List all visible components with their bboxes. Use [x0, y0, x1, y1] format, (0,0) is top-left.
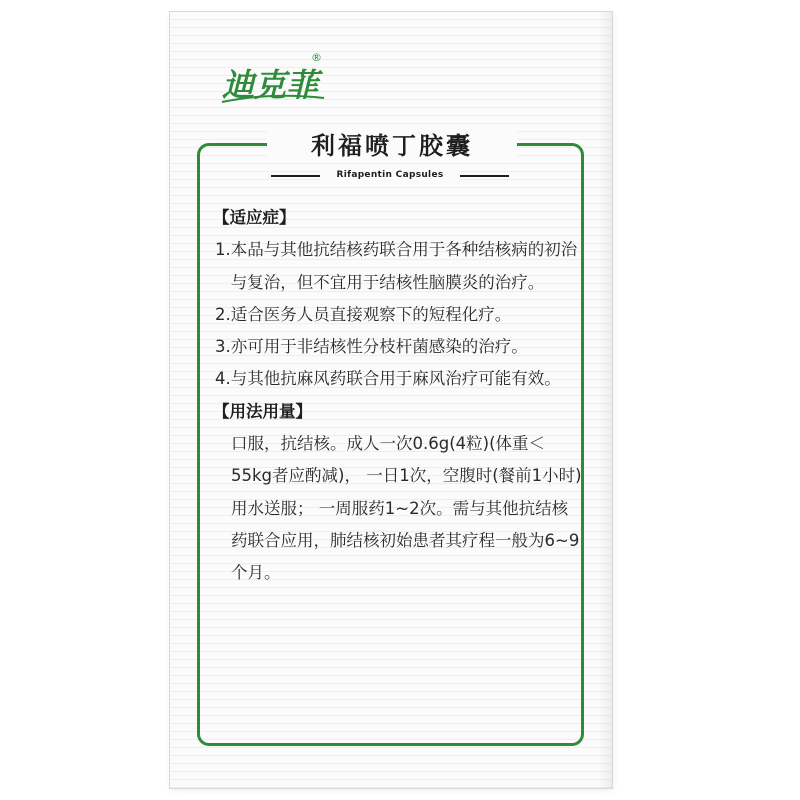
brand-logo	[220, 58, 330, 108]
indication-number: 3.	[215, 337, 231, 357]
indication-number: 1.	[215, 240, 231, 260]
brand-logo-graphic	[220, 58, 330, 108]
indication-item	[215, 363, 587, 395]
indication-item	[215, 299, 587, 331]
indication-number: 4.	[215, 369, 231, 389]
box-side-shadow	[598, 12, 612, 788]
indication-text: 与其他抗麻风药联合用于麻风治疗可能有效。	[230, 369, 561, 389]
indication-text: 适合医务人员直接观察下的短程化疗。	[230, 304, 512, 324]
indication-item	[215, 234, 587, 299]
brand-logo-text: 迪克菲	[222, 66, 319, 104]
indications-heading: 【适应症】	[213, 208, 296, 227]
product-title-wrap	[267, 130, 517, 162]
indication-number: 2.	[215, 304, 231, 324]
dosage-text: 口服，抗结核。成人一次0.6g(4粒)(体重＜55kg者应酌减)， 一日1次，空腹时(餐前1小时)用水送服； 一周服药1~2次。需与其他抗结核药联合应用，肺结核初始患者其疗程一般为6~9个月。	[231, 434, 582, 583]
product-name-en: Rifapentin Capsules	[320, 167, 460, 183]
indication-text: 本品与其他抗结核药联合用于各种结核病的初治与复治，但不宜用于结核性脑膜炎的治疗。	[230, 240, 578, 292]
registered-mark: ®	[311, 51, 322, 64]
dosage-heading: 【用法用量】	[213, 401, 312, 421]
indication-text: 亦可用于非结核性分枝杆菌感染的治疗。	[230, 337, 528, 357]
indication-item	[215, 331, 587, 363]
product-name-cn: 利福喷丁胶囊	[311, 132, 473, 160]
label-content	[215, 202, 587, 590]
